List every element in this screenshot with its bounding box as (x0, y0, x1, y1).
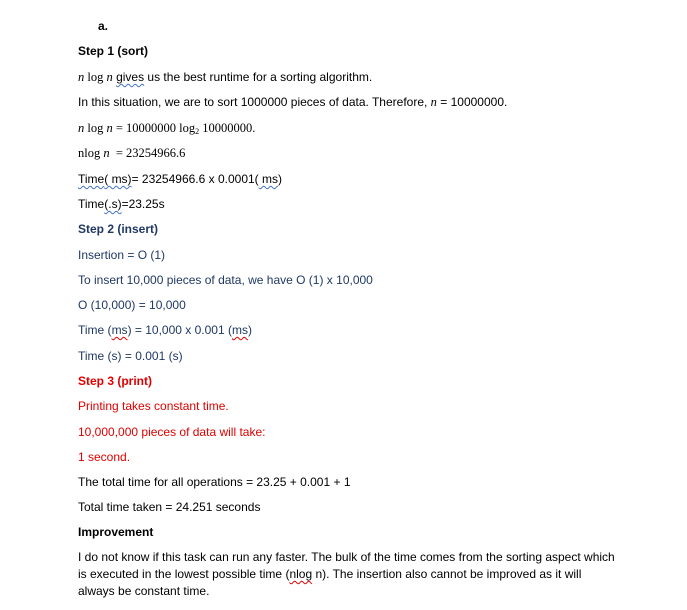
total-line-taken: Total time taken = 24.251 seconds (78, 500, 261, 514)
nlogn-math: n log n (78, 70, 113, 84)
gives-word: gives (116, 70, 145, 84)
step2-line-insert-data: To insert 10,000 pieces of data, we have O (1) x 10,000 (78, 273, 373, 287)
step2-line-time-s: Time (s) = 0.001 (s) (78, 349, 183, 363)
step2-heading: Step 2 (insert) (78, 222, 159, 236)
paren-close: ) (278, 172, 283, 186)
step2-line-insertion: Insertion = O (1) (78, 248, 166, 262)
step1-line-result (78, 146, 185, 161)
step3-heading: Step 3 (print) (78, 374, 152, 388)
step1-heading: Step 1 (sort) (78, 44, 149, 58)
improvement-heading: Improvement (78, 525, 154, 539)
part-label: a. (98, 19, 109, 33)
step1-line-time-ms (78, 172, 282, 187)
step2-line-big-o: O (10,000) = 10,000 (78, 298, 186, 312)
situation-text: In this situation, we are to sort 1000000 pieces of data. Therefore, (78, 95, 431, 109)
ms-unit-3: ms (111, 323, 128, 337)
runtime-text: us the best runtime for a sorting algorithm. (144, 70, 373, 84)
time-s-word: Time (78, 197, 105, 211)
ms-unit-4: ms (231, 323, 248, 337)
n-value: = 10000000. (436, 95, 508, 109)
ms-unit-2: ms (258, 172, 279, 186)
improvement-paragraph: I do not know if this task can run any faster. The bulk of the time comes from the sorting aspect which is executed in the lowest possible time (nlog n). The insertion also cannot be improved as it will always be constant time. (78, 550, 615, 598)
step1-line-time-s (78, 197, 165, 212)
step3-line-printing: Printing takes constant time. (78, 399, 229, 413)
n-var: n (430, 95, 437, 109)
equation-math: n log n = 10000000 $\log_2 10000000$. (78, 121, 256, 136)
time-word: Time (78, 172, 105, 186)
nlog-word: nlog (289, 567, 313, 581)
time-ms-calc: = 23254966.6 x 0.0001( (131, 172, 259, 186)
step1-line-equation (78, 121, 255, 139)
total-line-operations: The total time for all operations = 23.25 + 0.001 + 1 (78, 475, 351, 489)
ms-unit-1: ( ms) (104, 172, 132, 186)
step2-line-time-ms: Time (ms) = 10,000 x 0.001 (ms) (78, 323, 252, 337)
s-unit: (.s) (104, 197, 122, 211)
step3-line-pieces: 10,000,000 pieces of data will take: (78, 425, 266, 439)
step3-line-second: 1 second. (78, 450, 131, 464)
step1-line-runtime (78, 70, 372, 85)
step1-line-situation (78, 95, 507, 110)
time-s-value: =23.25s (121, 197, 165, 211)
result-math: nlog n = 23254966.6 (78, 146, 186, 160)
